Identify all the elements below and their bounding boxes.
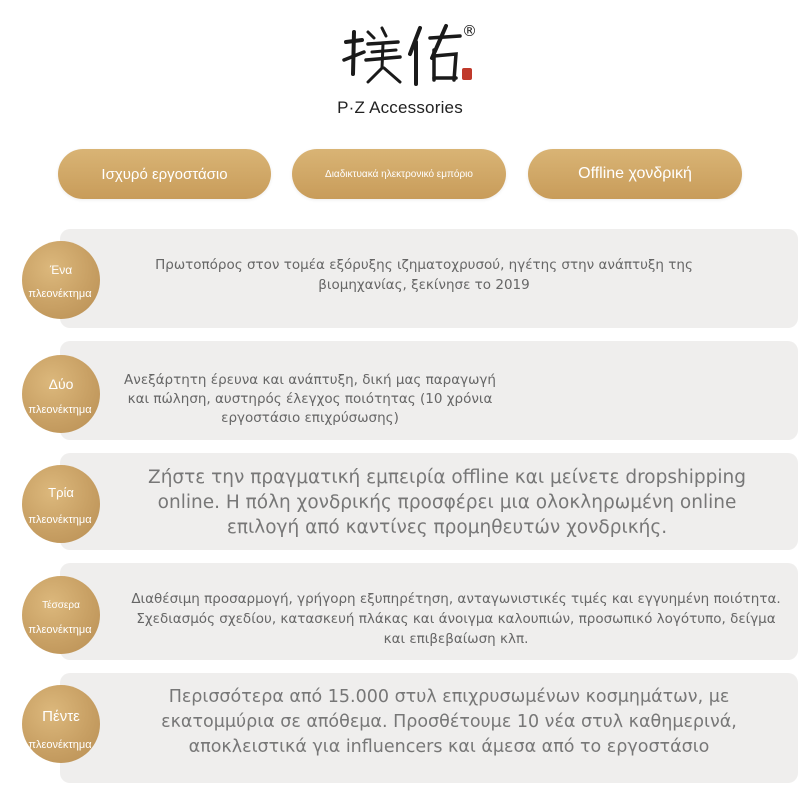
advantage-text: Διαθέσιμη προσαρμογή, γρήγορη εξυπηρέτηση, ανταγωνιστικές τιμές και εγγυημένη ποιότητα. Σχεδιασμός σχεδίου, κατασκευή πλάκας και άνοιγμα καλουπιών, προσωπικό λογότυπο, δείγμα και επιβεβαίωση κλπ. [131,591,781,647]
registered-mark: ® [462,22,477,40]
advantage-row-3 [22,453,778,550]
pill-label: Ισχυρό εργοστάσιο [101,165,228,183]
header [0,0,800,130]
advantage-row-1 [22,229,778,328]
advantage-text: Ζήστε την πραγματική εμπειρία offline και μείνετε dropshipping online. Η πόλη χονδρικής προσφέρει μια ολοκληρωμένη online επιλογή από καντίνες προμηθευτών χονδρικής. [148,467,746,538]
pill-label: Offline χονδρική [578,165,692,182]
pill-offline-wholesale[interactable] [528,149,742,199]
advantage-badge [22,465,100,543]
badge-number: Δύο [48,376,74,392]
pill-label: Διαδικτυακά ηλεκτρονικό εμπόριο [325,168,473,180]
advantage-badge [22,576,100,654]
advantage-row-4 [22,563,781,660]
advantage-text: Ανεξάρτητη έρευνα και ανάπτυξη, δική μας παραγωγή και πώληση, αυστηρός έλεγχος ποιότητας (10 χρόνια εργοστάσιο επιχρύσωσης) [124,372,496,426]
badge-number: Τρία [48,485,74,500]
advantage-badge [22,241,100,319]
advantage-row-2 [22,341,778,440]
logo-calligraphy-icon [338,20,478,92]
badge-label: πλεονέκτημα [28,624,92,636]
brand-name: P·Z Accessories [337,98,463,117]
advantage-row-5 [22,673,778,783]
advantage-text: Περισσότερα από 15.000 στυλ επιχρυσωμένων κοσμημάτων, με εκατομμύρια σε απόθεμα. Προσθέτουμε 10 νέα στυλ καθημερινά, αποκλειστικά για influencers και άμεσα από το εργοστάσιο [161,687,737,757]
advantage-badge [22,355,100,433]
pill-strong-factory[interactable] [58,149,271,199]
advantage-badge [22,685,100,763]
pill-online-ecommerce[interactable] [292,149,506,199]
badge-label: πλεονέκτημα [28,514,92,526]
advantage-text: Πρωτοπόρος στον τομέα εξόρυξης ιζηματοχρυσού, ηγέτης στην ανάπτυξη της βιομηχανίας, ξεκίνησε το 2019 [155,257,693,293]
badge-number: Ένα [49,263,73,277]
badge-label: πλεονέκτημα [28,288,92,300]
badge-label: πλεονέκτημα [28,404,92,416]
brand-logo [338,20,478,92]
badge-number: Πέντε [42,708,80,725]
badge-label: πλεονέκτημα [28,739,92,751]
badge-number: Τέσσερα [42,600,80,611]
